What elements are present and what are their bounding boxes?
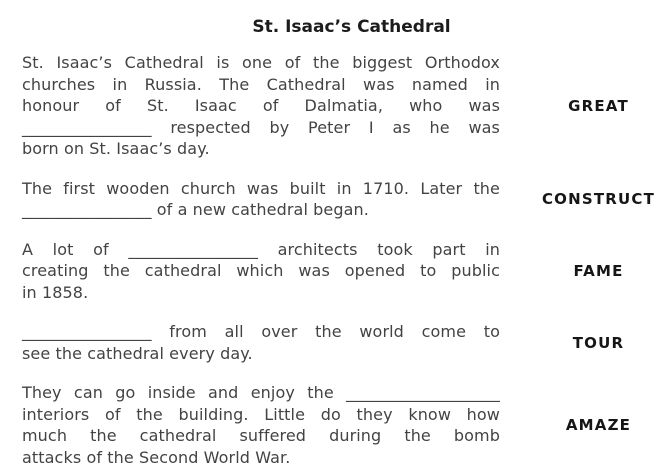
- passage-paragraph: [22, 321, 500, 364]
- passage-paragraph: [22, 178, 500, 221]
- exercise-row-amaze: [0, 382, 671, 468]
- passage-line: see the cathedral every day.: [22, 343, 253, 363]
- passage-line: interiors of the building. Little do they know how: [22, 404, 500, 424]
- worksheet-title: St. Isaac’s Cathedral: [252, 17, 451, 37]
- exercise-row-construct: [0, 178, 671, 221]
- passage-line-with-blank: They can go inside and enjoy the ___________________: [22, 383, 500, 402]
- prompt-word-amaze: AMAZE: [565, 416, 632, 434]
- passage-line-with-blank: ________________ from all over the world come to: [22, 322, 500, 341]
- passage-paragraph: [22, 239, 500, 304]
- passage-line-with-blank: ________________ of a new cathedral began.: [22, 200, 369, 219]
- passage-line: in 1858.: [22, 282, 89, 302]
- passage-line: The first wooden church was built in 1710. Later the: [22, 178, 500, 198]
- exercise-row-tour: [0, 321, 671, 364]
- prompt-word-fame: FAME: [573, 261, 624, 280]
- exercise-row-fame: [0, 239, 671, 304]
- passage-line-with-blank: A lot of ________________ architects took part in: [22, 239, 500, 259]
- prompt-word-construct: CONSTRUCT: [541, 190, 656, 208]
- passage-paragraph: [22, 52, 500, 160]
- passage-line: attacks of the Second World War.: [22, 447, 291, 467]
- passage-line: born on St. Isaac’s day.: [22, 139, 210, 158]
- passage-paragraph: [22, 382, 500, 468]
- passage-line-with-blank: ________________ respected by Peter I as he was: [22, 117, 500, 137]
- passage-line: churches in Russia. The Cathedral was named in: [22, 74, 500, 94]
- exercise-row-great: [0, 52, 671, 160]
- passage-line: much the cathedral suffered during the bomb: [22, 426, 500, 445]
- prompt-word-great: GREAT: [568, 96, 629, 115]
- passage-line: creating the cathedral which was opened to public: [22, 261, 500, 280]
- prompt-word-tour: TOUR: [572, 333, 625, 352]
- passage-line: St. Isaac’s Cathedral is one of the biggest Orthodox: [22, 53, 500, 72]
- passage-line: honour of St. Isaac of Dalmatia, who was: [22, 96, 500, 115]
